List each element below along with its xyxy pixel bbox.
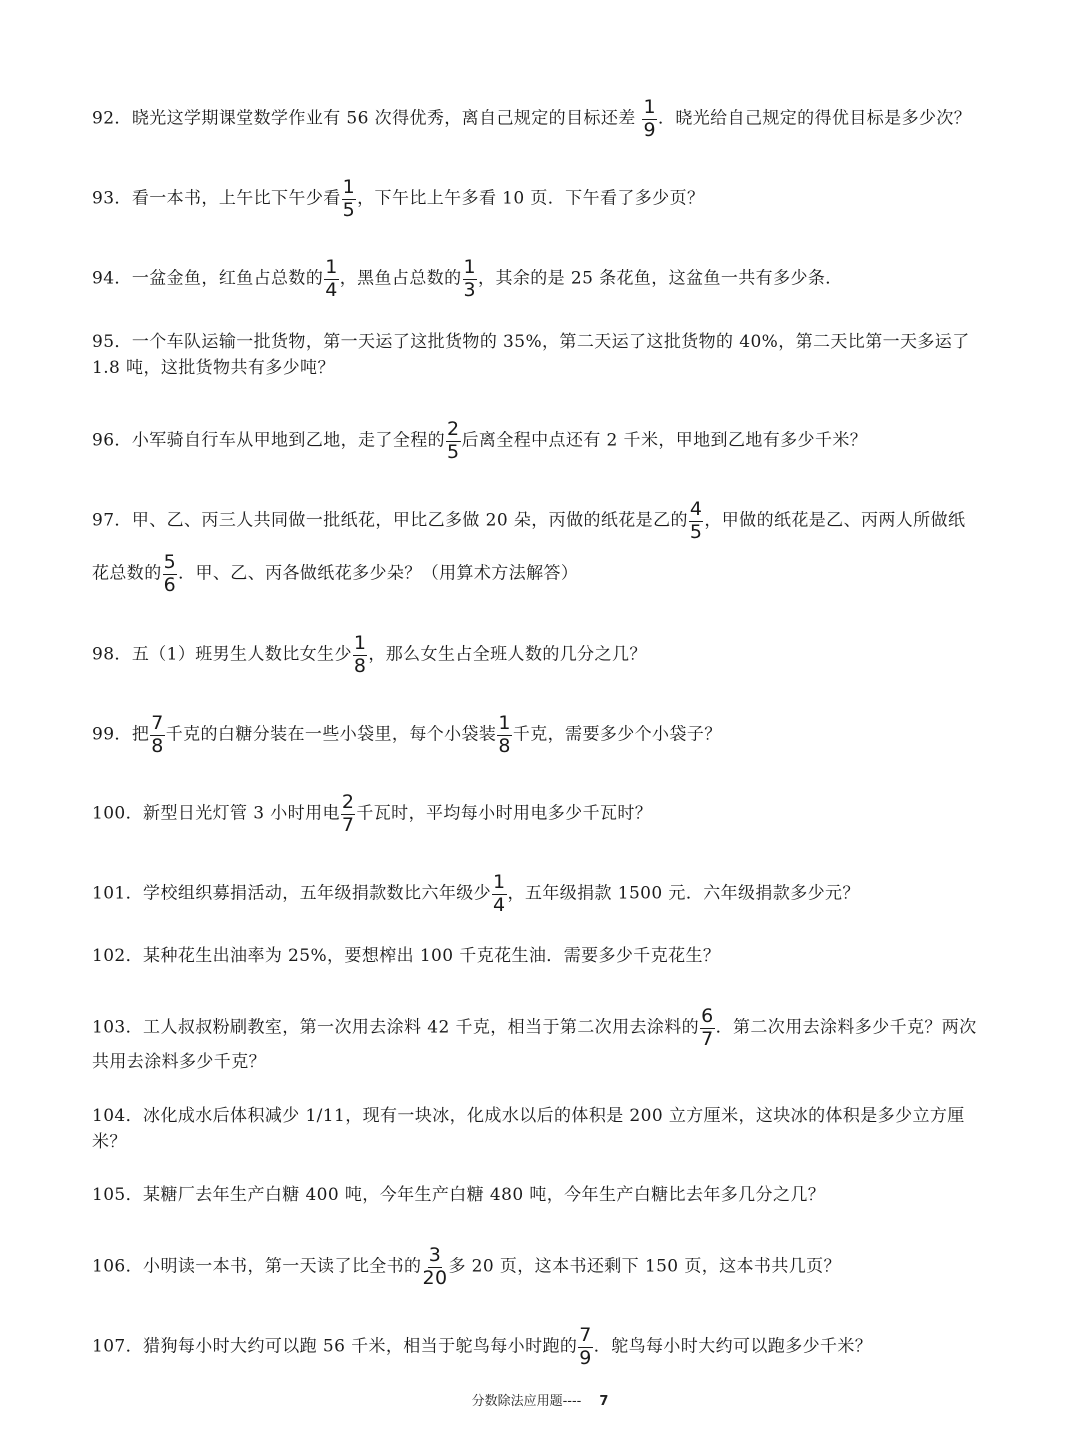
problem-102 [92,944,720,968]
denominator: 5 [447,441,460,463]
numerator: 2 [447,418,460,440]
problem-92 [92,98,971,140]
fraction [492,873,507,915]
problem-text: 106．小明读一本书，第一天读了比全书的 [92,1256,422,1277]
fraction [497,714,512,756]
problem-text: 多 20 页，这本书还剩下 150 页，这本书共几页？ [448,1256,841,1277]
problem-text: 100．新型日光灯管 3 小时用电 [92,803,340,824]
problem-text: 米？ [92,1132,127,1152]
problem-text: 后离全程中点还有 2 千米，甲地到乙地有多少千米？ [461,430,868,451]
numerator: 1 [498,712,511,734]
problem-text: 96．小军骑自行车从甲地到乙地，走了全程的 [92,430,446,451]
problem-95-cont [92,356,335,380]
problem-97 [92,500,965,542]
problem-text: 花总数的 [92,563,162,584]
problem-text: 92．晓光这学期课堂数学作业有 56 次得优秀，离自己规定的目标还差 [92,108,642,129]
problem-text: 千瓦时，平均每小时用电多少千瓦时？ [356,803,653,824]
problem-text: 97．甲、乙、丙三人共同做一批纸花，甲比乙多做 20 朵，丙做的纸花是乙的 [92,510,688,531]
numerator: 1 [353,632,367,654]
problem-93 [92,178,704,220]
denominator: 5 [689,521,703,543]
fraction [689,500,704,542]
problem-text: 107．猎狗每小时大约可以跑 56 千米，相当于鸵鸟每小时跑的 [92,1336,578,1357]
denominator: 5 [342,199,356,221]
numerator: 1 [325,256,338,278]
numerator: 7 [151,712,164,734]
problem-101 [92,873,860,915]
numerator: 5 [163,551,177,573]
fraction [463,258,478,300]
problem-94 [92,258,843,300]
problem-98 [92,634,647,676]
fraction [422,1246,447,1288]
problem-text: 105．某糖厂去年生产白糖 400 吨，今年生产白糖 480 吨，今年生产白糖比去年多几分之几？ [92,1185,826,1205]
page-footer [0,1390,1080,1409]
problem-text: 94．一盆金鱼，红鱼占总数的 [92,268,324,289]
problem-106 [92,1246,841,1288]
problem-text: ．晓光给自己规定的得优目标是多少次？ [657,108,972,129]
problem-text: 千克的白糖分装在一些小袋里，每个小袋装 [165,724,497,745]
problem-100 [92,793,652,835]
denominator: 4 [493,894,506,916]
denominator: 7 [701,1028,714,1050]
problem-text: 101．学校组织募捐活动，五年级捐款数比六年级少 [92,883,492,904]
denominator: 6 [163,574,177,596]
numerator: 3 [428,1244,442,1266]
problem-text: ，其余的是 25 条花鱼，这盆鱼一共有多少条． [478,268,843,289]
problem-text: 103．工人叔叔粉刷教室，第一次用去涂料 42 千克，相当于第二次用去涂料的 [92,1017,700,1038]
problem-text: ，那么女生占全班人数的几分之几？ [368,644,647,665]
problem-103 [92,1007,977,1049]
numerator: 7 [579,1324,592,1346]
denominator: 4 [325,279,338,301]
fraction [353,634,368,676]
problem-text: 99．把 [92,724,150,745]
denominator: 8 [151,735,164,757]
problem-text: ，甲做的纸花是乙、丙两人所做纸 [704,510,966,531]
problem-96 [92,420,867,462]
numerator: 1 [342,176,356,198]
fraction [342,178,357,220]
problem-103-cont [92,1050,266,1074]
footer-title: 分数除法应用题---- [471,1394,582,1409]
numerator: 1 [463,256,477,278]
page-number: 7 [599,1394,609,1409]
problem-text: ．甲、乙、丙各做纸花多少朵？（用算术方法解答） [178,563,579,584]
problem-text: ．第二次用去涂料多少千克？两次 [715,1017,977,1038]
problem-104 [92,1104,965,1128]
fraction [446,420,461,462]
numerator: 6 [701,1005,714,1027]
problem-text: 93．看一本书，上午比下午少看 [92,188,341,209]
denominator: 8 [353,655,367,677]
denominator: 8 [498,735,511,757]
problem-text: 共用去涂料多少千克？ [92,1052,266,1072]
problem-text: ，黑鱼占总数的 [339,268,462,289]
problem-text: 95．一个车队运输一批货物，第一天运了这批货物的 35%，第二天运了这批货物的 40%，第二天比第一天多运了 [92,332,970,352]
fraction [642,98,657,140]
numerator: 2 [341,791,355,813]
denominator: 9 [579,1347,592,1369]
problem-text: ．鸵鸟每小时大约可以跑多少千米？ [593,1336,873,1357]
problem-107 [92,1326,872,1368]
problem-104-cont [92,1130,127,1154]
problem-105 [92,1183,825,1207]
denominator: 20 [422,1267,448,1289]
fraction [163,553,178,595]
problem-text: ，下午比上午多看 10 页．下午看了多少页？ [357,188,705,209]
fraction [341,793,356,835]
problem-text: 104．冰化成水后体积减少 1/11，现有一块冰，化成水以后的体积是 200 立方厘米，这块冰的体积是多少立方厘 [92,1106,965,1126]
problem-text: 1.8 吨，这批货物共有多少吨？ [92,358,335,378]
denominator: 3 [463,279,477,301]
problem-95 [92,330,970,354]
numerator: 4 [689,498,703,520]
fraction [578,1326,593,1368]
problem-text: 102．某种花生出油率为 25%，要想榨出 100 千克花生油．需要多少千克花生？ [92,946,721,966]
denominator: 7 [341,814,355,836]
numerator: 1 [493,871,506,893]
problem-text: ，五年级捐款 1500 元．六年级捐款多少元？ [507,883,860,904]
problem-text: 98．五（1）班男生人数比女生少 [92,644,352,665]
fraction [324,258,339,300]
denominator: 9 [643,119,656,141]
fraction [700,1007,715,1049]
problem-99 [92,714,722,756]
fraction [150,714,165,756]
problem-97-cont [92,553,578,595]
numerator: 1 [643,96,656,118]
problem-text: 千克，需要多少个小袋子？ [512,724,722,745]
